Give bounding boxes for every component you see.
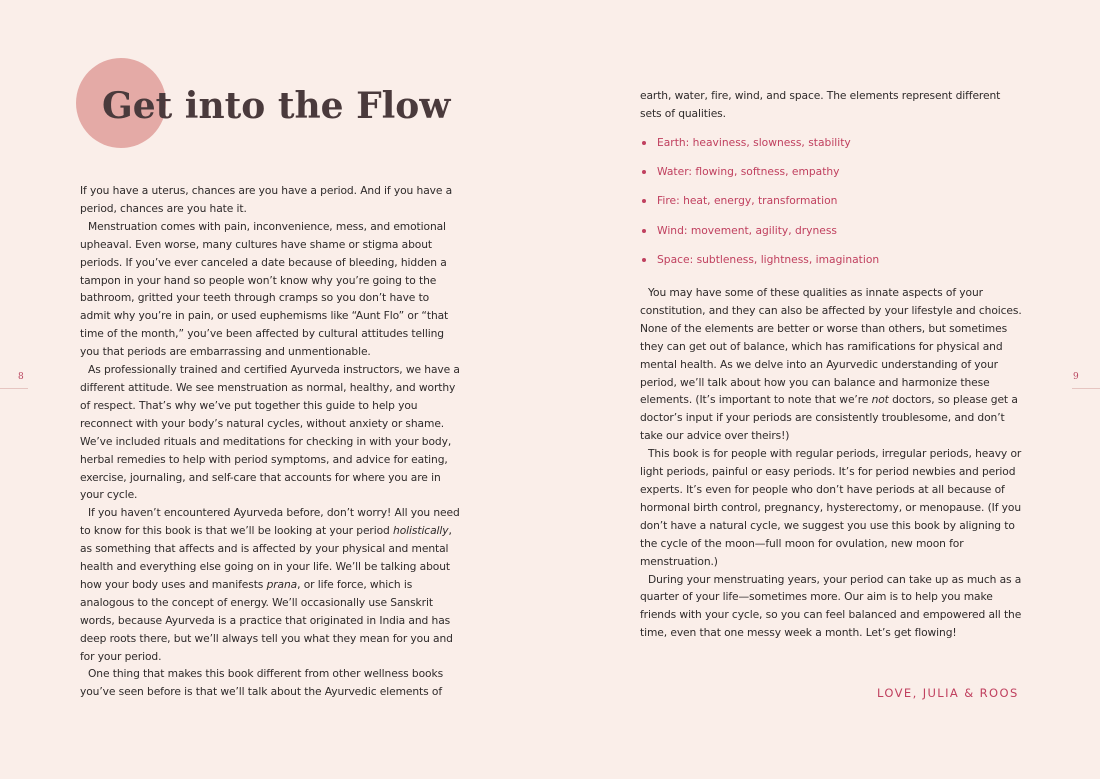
page-number: 8 xyxy=(18,372,24,382)
text-run: , as something that affects and is affected by your physical and mental health and everything else going on in your life. We’ll be talking about how your body uses and manifests xyxy=(80,524,452,591)
paragraph: This book is for people with regular periods, irregular periods, heavy or light periods, painful or easy periods. It’s for period newbies and period experts. It’s even for people who don’t have periods at all because of hormonal birth control, pregnancy, hysterectomy, or menopause. (If you don’t have a natural cycle, we suggest you use this book by aligning to the cycle of the moon—full moon for ovulation, new moon for menstruation.) xyxy=(640,447,1022,568)
list-item xyxy=(640,192,879,221)
paragraph: One thing that makes this book different from other wellness books you’ve seen before is that we’ll talk about the Ayurvedic elements of xyxy=(80,667,444,699)
folio-rule xyxy=(0,388,28,389)
emphasis-holistically: holistically xyxy=(393,524,449,538)
paragraph xyxy=(80,504,462,665)
emphasis-not: not xyxy=(871,393,889,407)
list-item-label: Earth: heaviness, slowness, stability xyxy=(657,136,851,149)
folio-rule xyxy=(1072,388,1100,389)
list-item-label: Space: subtleness, lightness, imagination xyxy=(657,252,880,266)
right-page xyxy=(550,0,1100,779)
text-run: If you haven’t encountered Ayurveda before, don’t worry! All you need to know for this book is that we’ll be looking at your period xyxy=(80,506,460,538)
paragraph: earth, water, fire, wind, and space. The elements represent different sets of qualities. xyxy=(640,89,1001,120)
right-intro-text xyxy=(640,87,1015,123)
list-item-label: Fire: heat, energy, transformation xyxy=(657,194,838,208)
chapter-title: Get into the Flow xyxy=(102,85,451,127)
bullet-icon xyxy=(642,141,646,145)
text-run: doctors, so please get a doctor’s input if your periods are consistently troublesome, and don’t take our advice over theirs!) xyxy=(640,393,1018,443)
text-run: You may have some of these qualities as innate aspects of your constitution, and they can also be affected by your lifestyle and choices. None of the elements are better or worse than others, but sometimes they can get out of balance, which has ramifications for physical and mental health. As we delve into an Ayurvedic understanding of your period, we’ll talk about how you can balance and harmonize these elements. (It’s important to note that we’re xyxy=(640,286,1022,407)
list-item xyxy=(640,134,879,163)
text-run: , or life force, which is analogous to the concept of energy. We’ll occasionally use Sanskrit words, because Ayurveda is a practice that originated in India and has deep roots there, but we’ll always tell you what they mean for you and for your period. xyxy=(80,577,453,663)
list-item-label: Wind: movement, agility, dryness xyxy=(657,223,837,237)
emphasis-prana: prana xyxy=(266,577,298,591)
bullet-icon xyxy=(642,170,646,174)
right-body-text xyxy=(640,284,1022,642)
signoff: LOVE, JULIA & ROOS xyxy=(877,686,1019,700)
page-number: 9 xyxy=(1073,372,1079,382)
paragraph: As professionally trained and certified Ayurveda instructors, we have a different attitude. We see menstruation as normal, healthy, and worthy of respect. That’s why we’ve put together this guide to help you reconnect with your body’s natural cycles, without anxiety or shame. We’ve included rituals and meditations for checking in with your body, herbal remedies to help with period symptoms, and advice for eating, exercise, journaling, and self-care that accounts for where you are in your cycle. xyxy=(80,363,460,502)
left-body-text xyxy=(80,182,462,701)
bullet-icon xyxy=(642,229,646,233)
list-item xyxy=(640,222,879,251)
list-item xyxy=(640,251,879,280)
paragraph: Menstruation comes with pain, inconvenience, mess, and emotional upheaval. Even worse, many cultures have shame or stigma about periods. If you’ve ever canceled a date because of bleeding, hidden a tampon in your hand so people won’t know why you’re going to the bathroom, gritted your teeth through cramps so you don’t have to admit why you’re in pain, or used euphemisms like “Aunt Flo” or “that time of the month,” you’ve been affected by cultural attitudes telling you that periods are embarrassing and unmentionable. xyxy=(80,219,449,359)
list-item xyxy=(640,163,879,192)
list-item-label: Water: flowing, softness, empathy xyxy=(657,165,840,179)
bullet-icon xyxy=(642,199,646,203)
bullet-icon xyxy=(642,258,646,262)
paragraph xyxy=(640,284,1022,445)
paragraph: If you have a uterus, chances are you have a period. And if you have a period, chances are you hate it. xyxy=(80,184,453,215)
elements-list xyxy=(640,134,879,280)
paragraph: During your menstruating years, your period can take up as much as a quarter of your life—sometimes more. Our aim is to help you make friends with your cycle, so you can feel balanced and empowered all the time, even that one messy week a month. Let’s get flowing! xyxy=(640,572,1022,640)
